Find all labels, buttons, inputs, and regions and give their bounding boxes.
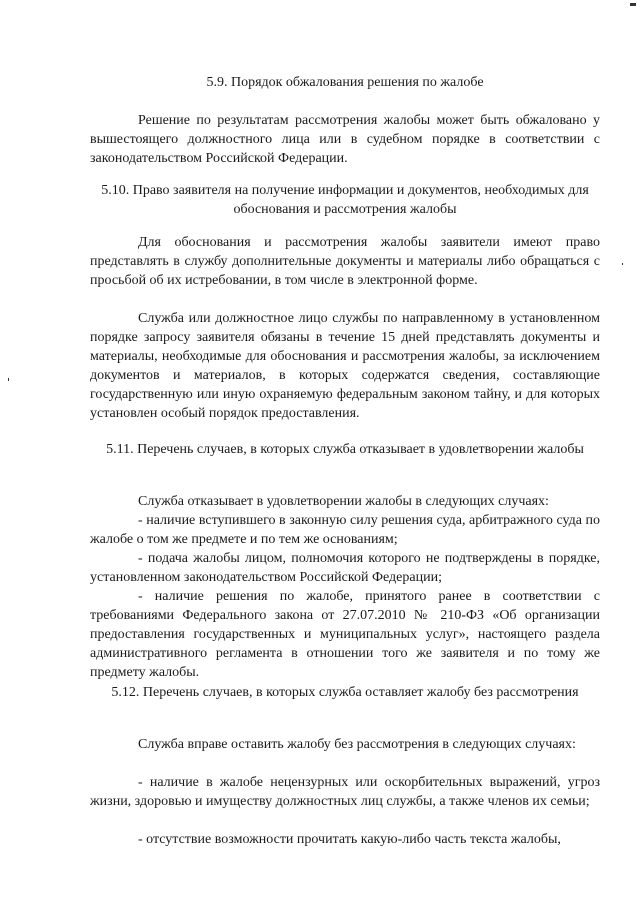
paragraph-5-9-appeal: Решение по результатам рассмотрения жалобы может быть обжаловано у вышестоящего должностного лица или в судебном порядке в соответствии с законодательством Российской Федерации. xyxy=(90,113,600,166)
paragraph-5-10-service-obligation: Служба или должностное лицо службы по направленному в установленном порядке запросу заявителя обязаны в течение 15 дней представлять документы и материалы, необходимые для обоснования и рассмотрения жалобы, за исключением документов и материалов, в которых содержатся сведения, составляющие государственную или иную охраняемую федеральным законом тайну, и для которых установлен особый порядок предоставления. xyxy=(90,311,600,421)
scan-mark xyxy=(630,3,636,6)
list-item-5-12-offensive-language: - наличие в жалобе нецензурных или оскорбительных выражений, угроз жизни, здоровью и имуществу должностных лиц службы, а также членов их семьи; xyxy=(90,775,600,809)
paragraph-5-12-intro: Служба вправе оставить жалобу без рассмотрения в следующих случаях: xyxy=(138,737,576,752)
paragraph-5-10-documents: Для обоснования и рассмотрения жалобы заявители имеют право представлять в службу дополнительные документы и материалы либо обращаться с просьбой об их истребовании, в том числе в электронной форме. xyxy=(90,235,600,288)
list-item-5-12-unreadable-text: - отсутствие возможности прочитать какую-либо часть текста жалобы, xyxy=(138,832,561,847)
section-heading-5-10: 5.10. Право заявителя на получение информации и документов, необходимых для обоснования и рассмотрения жалобы xyxy=(101,183,589,217)
section-heading-5-11: 5.11. Перечень случаев, в которых служба отказывает в удовлетворении жалобы xyxy=(106,442,584,457)
scan-dot xyxy=(622,263,623,265)
list-item-5-11-previous-decision: - наличие решения по жалобе, принятого ранее в соответствии с требованиями Федерального закона от 27.07.2010 № 210-ФЗ «Об организации предоставления государственных и муниципальных услуг», настоящего раздела административного регламента в отношении того же заявителя и по тому же предмету жалобы. xyxy=(90,589,600,680)
scan-dot xyxy=(8,378,9,381)
list-item-5-11-court-decision: - наличие вступившего в законную силу решения суда, арбитражного суда по жалобе о том же предмете и по тем же основаниям; xyxy=(90,513,600,547)
paragraph-5-11-intro: Служба отказывает в удовлетворении жалобы в следующих случаях: xyxy=(138,494,549,509)
section-heading-5-12: 5.12. Перечень случаев, в которых служба оставляет жалобу без рассмотрения xyxy=(111,685,579,700)
section-heading-5-9: 5.9. Порядок обжалования решения по жалобе xyxy=(206,75,484,90)
list-item-5-11-unconfirmed-authority: - подача жалобы лицом, полномочия которого не подтверждены в порядке, установленном законодательством Российской Федерации; xyxy=(90,551,600,585)
